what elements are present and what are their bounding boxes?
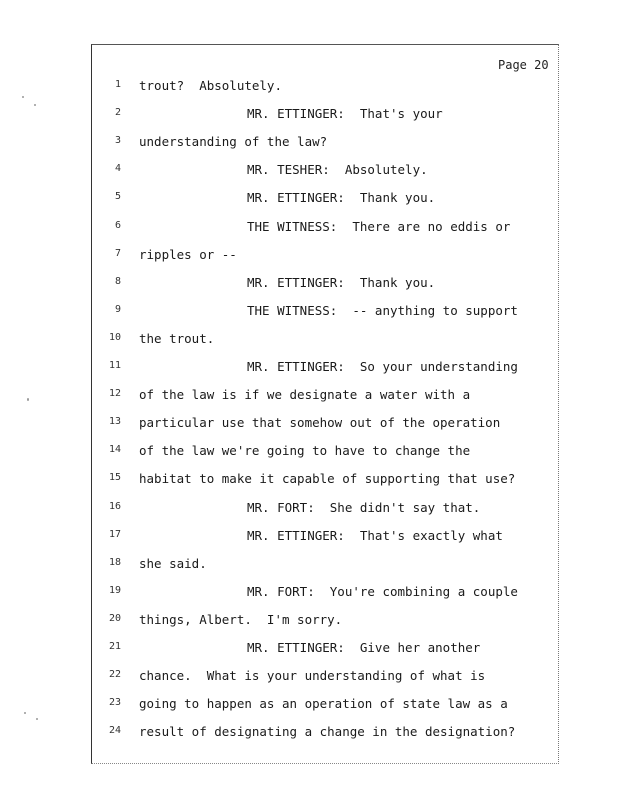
line-number: 23 xyxy=(108,697,121,709)
transcript-line xyxy=(91,219,559,239)
scan-speck xyxy=(36,718,38,720)
line-text: MR. ETTINGER: Thank you. xyxy=(247,190,436,206)
line-text: chance. What is your understanding of what is xyxy=(139,668,486,684)
line-number: 22 xyxy=(108,669,121,681)
transcript-line xyxy=(91,500,559,520)
line-text: she said. xyxy=(139,555,207,571)
line-text: MR. FORT: You're combining a couple xyxy=(247,583,518,599)
line-text: things, Albert. I'm sorry. xyxy=(139,611,343,627)
line-text: understanding of the law? xyxy=(139,134,328,150)
line-text: trout? Absolutely. xyxy=(139,78,282,93)
line-number: 9 xyxy=(114,303,121,315)
line-number: 15 xyxy=(108,472,121,484)
line-number: 8 xyxy=(114,275,121,287)
transcript-line xyxy=(91,387,559,407)
line-number: 20 xyxy=(108,612,121,624)
scan-speck xyxy=(27,398,29,401)
page-number: Page 20 xyxy=(498,58,549,72)
transcript-line xyxy=(91,640,559,660)
transcript-line xyxy=(91,471,559,491)
transcript-line xyxy=(91,275,559,295)
line-text: MR. ETTINGER: So your understanding xyxy=(247,359,518,374)
line-number: 10 xyxy=(108,331,121,343)
line-text: the trout. xyxy=(139,330,215,346)
transcript-line xyxy=(91,443,559,463)
line-number: 16 xyxy=(108,500,121,512)
transcript-line xyxy=(91,556,559,576)
line-text: particular use that somehow out of the operation xyxy=(139,415,501,431)
line-number: 19 xyxy=(108,584,121,596)
transcript-line xyxy=(91,331,559,351)
transcript-line xyxy=(91,668,559,688)
line-number: 7 xyxy=(114,247,121,259)
line-number: 5 xyxy=(114,191,121,203)
scan-speck xyxy=(24,712,26,714)
line-number: 21 xyxy=(108,641,121,652)
transcript-line xyxy=(91,724,559,744)
line-text: habitat to make it capable of supporting that use? xyxy=(139,471,516,487)
line-number: 4 xyxy=(114,163,121,175)
line-text: THE WITNESS: There are no eddis or xyxy=(247,218,511,234)
line-number: 2 xyxy=(114,107,121,119)
line-text: going to happen as an operation of state law as a xyxy=(139,696,508,712)
line-number: 24 xyxy=(108,725,121,737)
line-text: MR. FORT: She didn't say that. xyxy=(247,499,481,515)
line-text: result of designating a change in the designation? xyxy=(139,724,516,740)
line-text: ripples or -- xyxy=(139,246,237,262)
line-number: 3 xyxy=(114,135,121,147)
scan-speck xyxy=(34,104,36,106)
transcript-line xyxy=(91,584,559,604)
line-text: MR. TESHER: Absolutely. xyxy=(247,162,428,178)
scan-speck xyxy=(22,96,24,98)
line-number: 18 xyxy=(108,556,121,568)
line-number: 11 xyxy=(108,360,121,371)
line-text: MR. ETTINGER: That's your xyxy=(247,106,443,122)
line-number: 6 xyxy=(114,219,121,231)
transcript-line xyxy=(91,247,559,267)
line-number: 1 xyxy=(114,79,121,90)
line-number: 13 xyxy=(108,416,121,428)
transcript-line xyxy=(91,612,559,632)
transcript-line xyxy=(91,303,559,323)
transcript-line xyxy=(91,528,559,548)
line-text: MR. ETTINGER: That's exactly what xyxy=(247,527,503,543)
line-text: MR. ETTINGER: Give her another xyxy=(247,640,481,655)
line-number: 12 xyxy=(108,388,121,400)
transcript-line xyxy=(91,134,559,154)
transcript-line xyxy=(91,78,559,98)
line-number: 17 xyxy=(108,528,121,540)
line-number: 14 xyxy=(108,444,121,456)
line-text: MR. ETTINGER: Thank you. xyxy=(247,274,436,290)
transcript-line xyxy=(91,162,559,182)
line-text: THE WITNESS: -- anything to support xyxy=(247,302,518,318)
line-text: of the law we're going to have to change the xyxy=(139,443,471,459)
transcript-line xyxy=(91,696,559,716)
transcript-line xyxy=(91,415,559,435)
transcript-line xyxy=(91,190,559,210)
transcript-line xyxy=(91,106,559,126)
line-text: of the law is if we designate a water with a xyxy=(139,387,471,403)
transcript-line xyxy=(91,359,559,379)
